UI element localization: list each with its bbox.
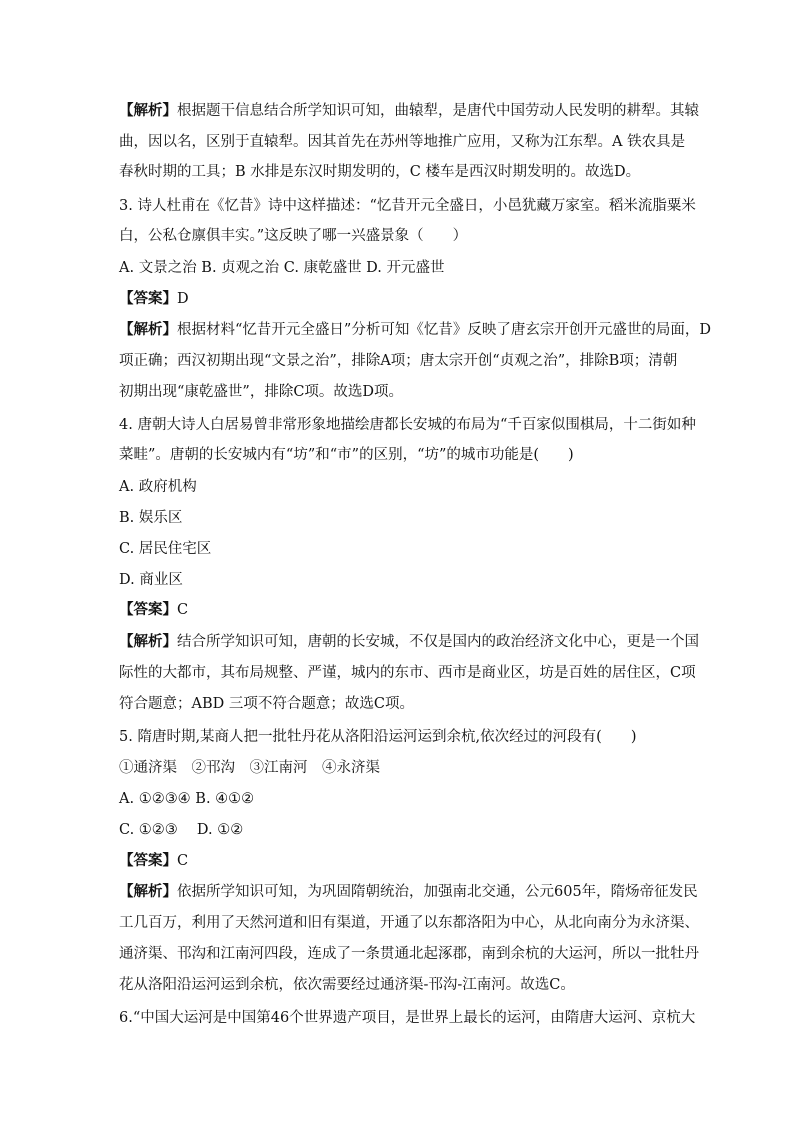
label-tag: 【解析】 — [119, 633, 177, 650]
line-text: C — [177, 853, 189, 869]
question-4 — [119, 415, 696, 435]
question-5 — [119, 727, 679, 747]
label-tag: 【答案】 — [119, 852, 177, 869]
analysis-3 — [119, 320, 711, 340]
label-tag: 【答案】 — [119, 290, 177, 307]
line-text: A. 文景之治 B. 贞观之治 C. 康乾盛世 D. 开元盛世 — [119, 260, 445, 276]
label-tag: 【解析】 — [119, 883, 177, 900]
line-text: 根据题干信息结合所学知识可知，曲辕犁，是唐代中国劳动人民发明的耕犁。其辕 — [177, 103, 699, 119]
label-tag: 【答案】 — [119, 601, 177, 618]
option-b — [119, 508, 679, 528]
text-line-28 — [119, 944, 699, 964]
line-text: 6.“中国大运河是中国第46个世界遗产项目，是世界上最长的运河，由隋唐大运河、京杭大 — [119, 1010, 696, 1026]
line-text: 4. 唐朝大诗人白居易曾非常形象地描绘唐都长安城的布局为“千百家似围棋局，十二街如种 — [119, 417, 696, 433]
line-text: 结合所学知识可知，唐朝的长安城，不仅是国内的政治经济文化中心，更是一个国 — [177, 634, 699, 650]
option-cd — [119, 820, 679, 840]
text-line-2 — [119, 132, 686, 152]
line-text: 工几百万，利用了天然河道和旧有渠道，开通了以东都洛阳为中心，从北向南分为永济渠、 — [119, 915, 699, 931]
line-text: 春秋时期的工具；B 水排是东汉时期发明的，C 楼车是西汉时期发明的。故选D。 — [119, 164, 641, 180]
text-line-3 — [119, 162, 679, 182]
line-text: A. 政府机构 — [119, 479, 197, 495]
text-line-27 — [119, 913, 699, 933]
text-line-20 — [119, 694, 679, 714]
line-text: 际性的大都市，其布局规整、严谨，城内的东市、西市是商业区，坊是百姓的居住区，C项 — [119, 665, 696, 681]
text-line-29 — [119, 975, 679, 995]
line-text: ①通济渠 ②邗沟 ③江南河 ④永济渠 — [119, 760, 380, 776]
question-5-items — [119, 758, 679, 778]
text-line-12 — [119, 445, 679, 465]
line-text: 项正确；西汉初期出现“文景之治”，排除A项；唐太宗开创“贞观之治”，排除B项；清朝 — [119, 353, 678, 369]
line-text: 通济渠、邗沟和江南河四段，连成了一条贯通北起涿郡，南到余杭的大运河，所以一批牡丹 — [119, 946, 699, 962]
line-text: A. ①②③④ B. ④①② — [119, 791, 255, 807]
line-text: 花从洛阳沿运河运到余杭，依次需要经过通济渠-邗沟-江南河。故选C。 — [119, 977, 575, 993]
line-text: 依据所学知识可知，为巩固隋朝统治，加强南北交通，公元605年，隋炀帝征发民 — [177, 884, 698, 900]
analysis-5 — [119, 882, 698, 902]
analysis-4 — [119, 632, 699, 652]
question-3-options — [119, 258, 679, 278]
line-text: 菜畦”。唐朝的长安城内有“坊”和“市”的区别，“坊”的城市功能是( ) — [119, 447, 574, 463]
option-ab — [119, 789, 679, 809]
option-d — [119, 570, 679, 590]
line-text: D — [177, 291, 189, 307]
answer-4 — [119, 600, 679, 620]
option-c — [119, 539, 679, 559]
line-text: C — [177, 602, 189, 618]
line-text: 白，公私仓廪俱丰实。”这反映了哪一兴盛景象（ ） — [119, 228, 468, 244]
line-text: 根据材料“忆昔开元全盛日”分析可知《忆昔》反映了唐玄宗开创开元盛世的局面，D — [177, 322, 711, 338]
line-text: C. 居民住宅区 — [119, 541, 212, 557]
line-text: 符合题意；ABD 三项不符合题意；故选C项。 — [119, 696, 414, 712]
line-text: 3. 诗人杜甫在《忆昔》诗中这样描述：“忆昔开元全盛日，小邑犹藏万家室。稻米流脂粟米 — [119, 198, 696, 214]
line-text: 曲，因以名，区别于直辕犁。因其首先在苏州等地推广应用，又称为江东犁。A 铁农具是 — [119, 134, 686, 150]
answer-3 — [119, 289, 679, 309]
text-line-1 — [119, 101, 699, 121]
label-tag: 【解析】 — [119, 321, 177, 338]
line-text: B. 娱乐区 — [119, 510, 183, 526]
label-tag: 【解析】 — [119, 102, 177, 119]
answer-5 — [119, 851, 679, 871]
line-text: 5. 隋唐时期,某商人把一批牡丹花从洛阳沿运河运到余杭,依次经过的河段有( ) — [119, 729, 637, 745]
line-text: C. ①②③ D. ①② — [119, 822, 244, 838]
line-text: D. 商业区 — [119, 572, 183, 588]
text-line-19 — [119, 663, 696, 683]
text-line-5 — [119, 226, 679, 246]
line-text: 初期出现“康乾盛世”，排除C项。故选D项。 — [119, 384, 404, 400]
text-line-9 — [119, 351, 679, 371]
question-3 — [119, 196, 696, 216]
text-line-10 — [119, 382, 679, 402]
option-a — [119, 477, 679, 497]
question-6 — [119, 1008, 696, 1028]
